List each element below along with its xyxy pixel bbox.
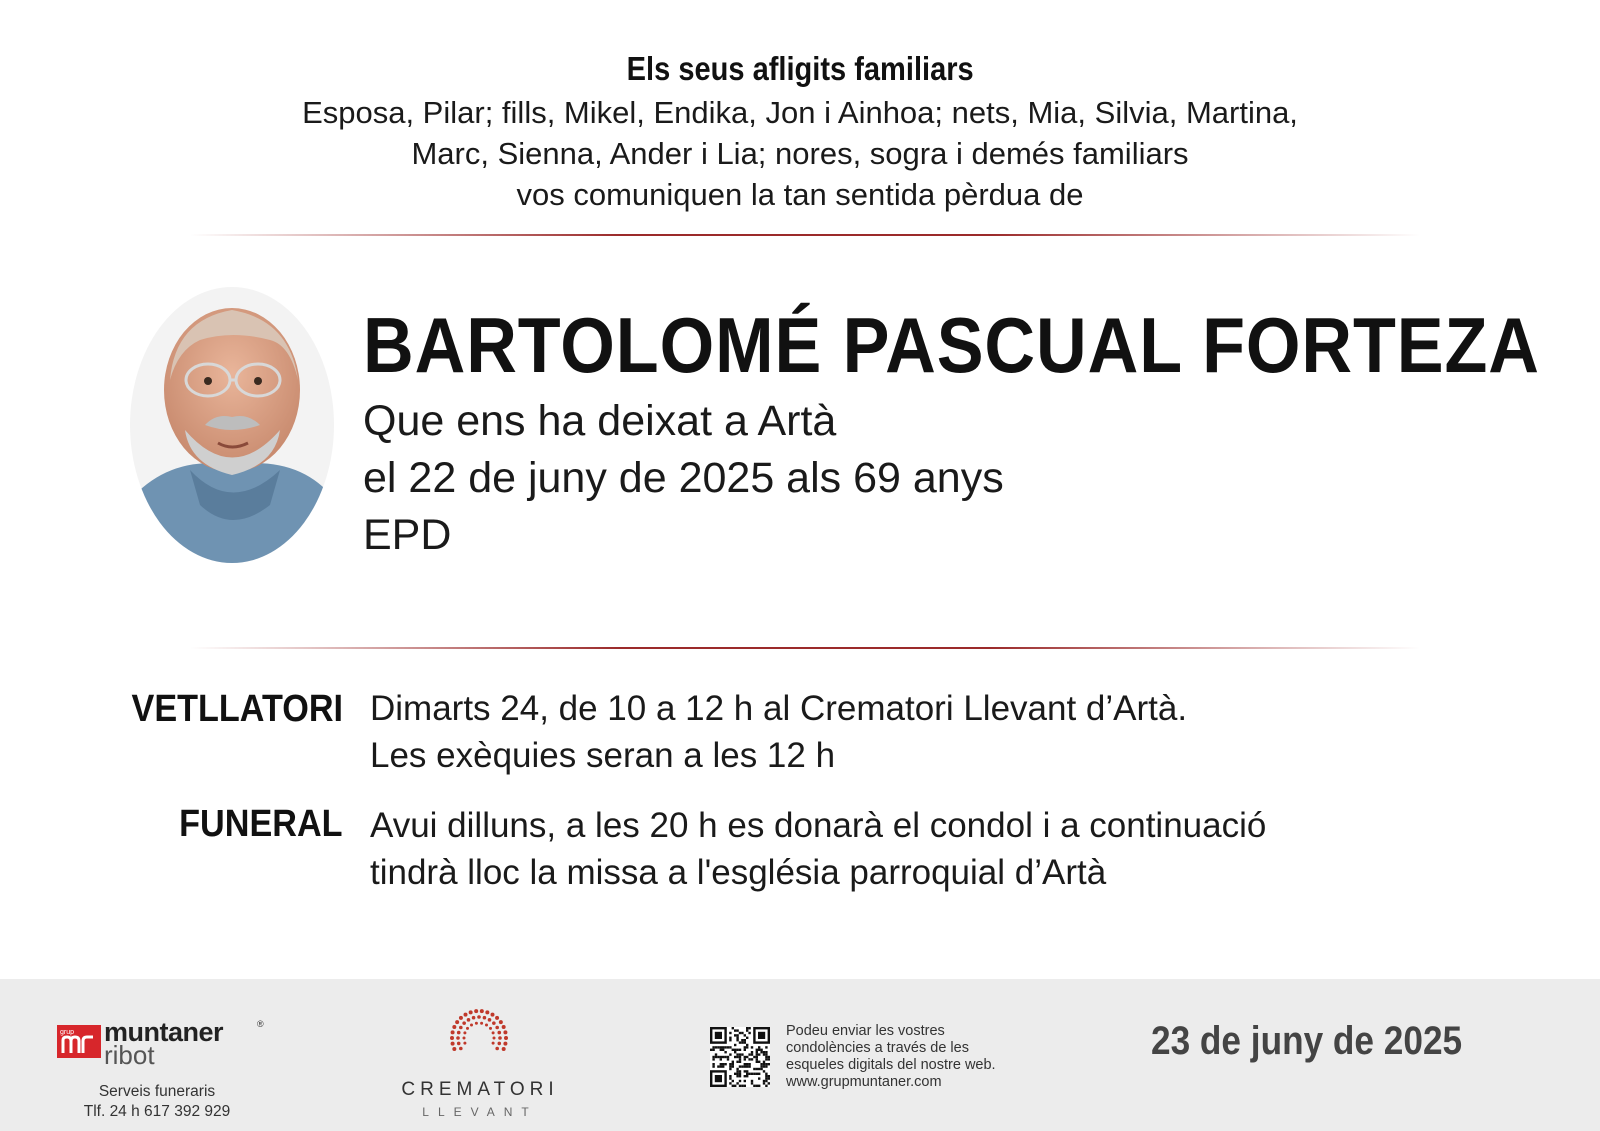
- vetllatori-line: Les exèquies seran a les 12 h: [370, 736, 836, 775]
- portrait-photo: [130, 285, 335, 565]
- crematori-dots-icon: [448, 1007, 510, 1069]
- vetllatori-line: Dimarts 24, de 10 a 12 h al Crematori Llevant d’Artà.: [370, 689, 1188, 728]
- publication-date: 23 de juny de 2025: [1151, 1019, 1463, 1063]
- crematori-wordmark: CREMATORI: [401, 1079, 559, 1100]
- families-line: Marc, Sienna, Ander i Lia; nores, sogra i demés familiars: [411, 136, 1189, 171]
- vetllatori-label: VETLLATORI: [131, 688, 343, 730]
- badge-text: grup: [60, 1029, 75, 1036]
- ribot-wordmark: ribot: [104, 1040, 155, 1070]
- details-line: Que ens ha deixat a Artà: [363, 397, 837, 445]
- details-line: el 22 de juny de 2025 als 69 anys: [363, 454, 1004, 502]
- details-line: EPD: [363, 511, 452, 559]
- llevant-wordmark: LLEVANT: [422, 1105, 538, 1119]
- condolence-line: condolències a través de les: [786, 1040, 969, 1056]
- qr-code-icon[interactable]: [710, 1027, 770, 1087]
- condolence-line: esqueles digitals del nostre web.: [786, 1057, 996, 1073]
- deceased-name: BARTOLOMÉ PASCUAL FORTEZA: [363, 301, 1540, 389]
- footer-bar: [0, 979, 1600, 1131]
- condolence-text: [786, 1023, 996, 1091]
- families-line: Esposa, Pilar; fills, Mikel, Endika, Jon i Ainhoa; nets, Mia, Silvia, Martina,: [302, 95, 1298, 130]
- crematori-logo: [380, 1007, 580, 1122]
- deceased-details: [363, 393, 1004, 564]
- website-link[interactable]: www.grupmuntaner.com: [786, 1074, 942, 1090]
- portrait-illustration: [130, 285, 335, 565]
- funeral-label: FUNERAL: [179, 803, 343, 845]
- muntaner-wordmark: muntaner: [104, 1017, 224, 1047]
- muntaner-subtitle: Serveis funeraris: [98, 1083, 216, 1100]
- registered-mark: ®: [257, 1019, 264, 1029]
- funeral-text: [370, 802, 1266, 896]
- families-header: [0, 50, 1600, 215]
- condolence-line: Podeu enviar les vostres: [786, 1023, 945, 1039]
- top-divider: [190, 234, 1420, 236]
- funeral-line: Avui dilluns, a les 20 h es donarà el condol i a continuació: [370, 806, 1267, 845]
- families-line: vos comuniquen la tan sentida pèrdua de: [516, 177, 1084, 212]
- muntaner-phone: Tlf. 24 h 617 392 929: [83, 1103, 231, 1120]
- muntaner-badge-icon: [57, 1025, 101, 1058]
- families-heading: Els seus afligits familiars: [626, 50, 974, 87]
- middle-divider: [190, 647, 1420, 649]
- muntaner-logo: [57, 1017, 287, 1120]
- funeral-line: tindrà lloc la missa a l'església parroquial d’Artà: [370, 853, 1107, 892]
- vetllatori-text: [370, 685, 1187, 779]
- qr-code-graphic: [710, 1027, 770, 1087]
